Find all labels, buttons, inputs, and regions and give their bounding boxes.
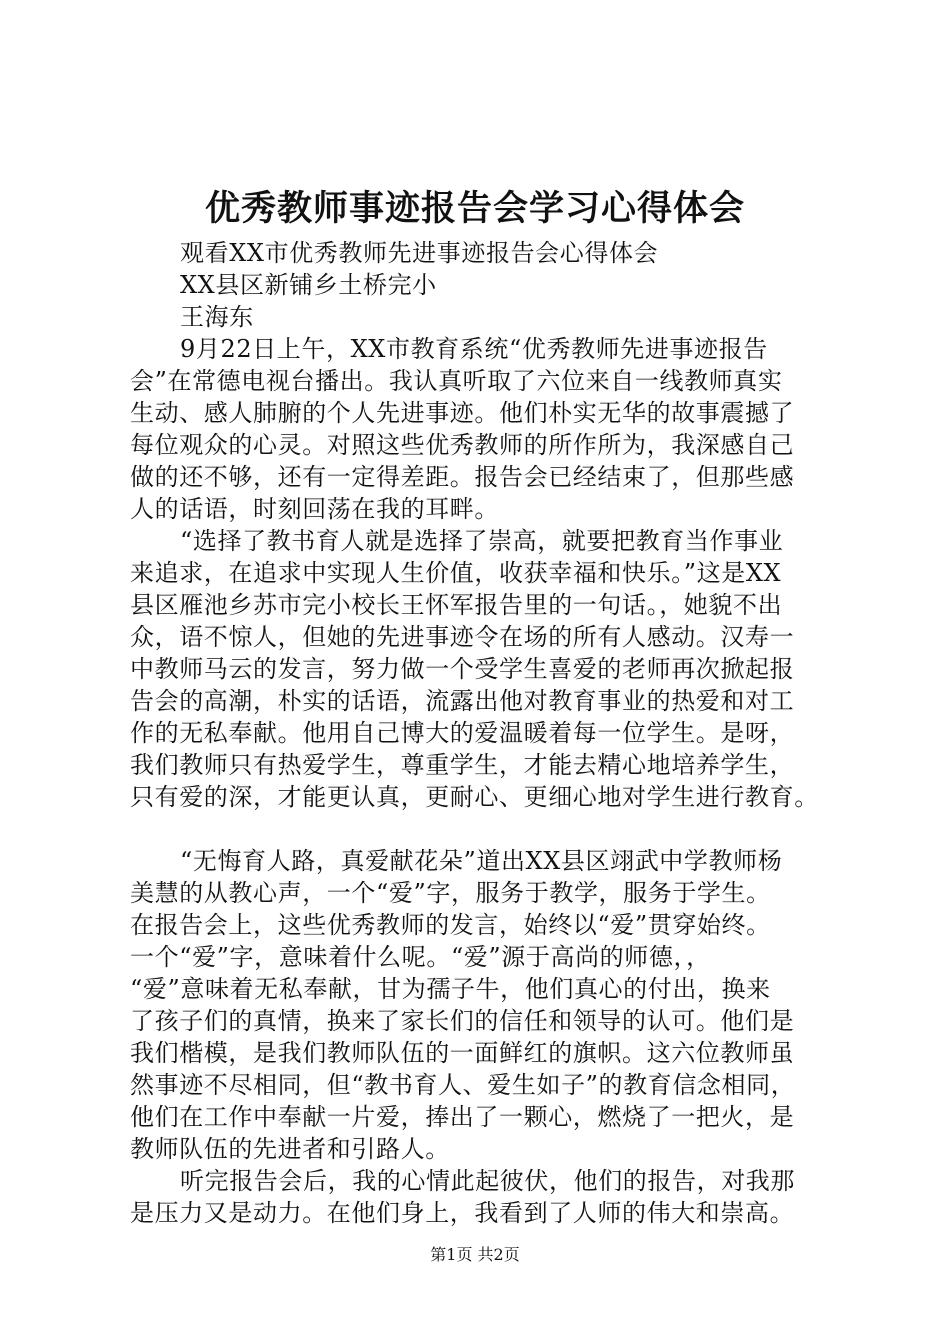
text-line: 作的无私奉献。他用自己博大的爱温暖着每一位学生。是呀， [130, 719, 795, 747]
text-line: XX县区新铺乡土桥完小 [180, 271, 437, 299]
text-line: “无悔育人路，真爱献花朵”道出XX县区翊武中学教师杨 [180, 847, 783, 875]
text-line: 在报告会上，这些优秀教师的发言，始终以“爱”贯穿始终。 [130, 911, 771, 939]
text-line: 做的还不够，还有一定得差距。报告会已经结束了，但那些感 [130, 463, 795, 491]
text-line: 听完报告会后，我的心情此起彼伏，他们的报告，对我那 [180, 1167, 795, 1195]
text-line: 了孩子们的真情，换来了家长们的信任和领导的认可。他们是 [130, 1007, 795, 1035]
page-footer: 第1页 共2页 [430, 1245, 520, 1264]
text-line: 他们在工作中奉献一片爱，捧出了一颗心，燃烧了一把火，是 [130, 1103, 795, 1131]
text-line: 教师队伍的先进者和引路人。 [130, 1135, 450, 1163]
text-line: 是压力又是动力。在他们身上，我看到了人师的伟大和崇高。 [130, 1199, 795, 1227]
text-line: 来追求，在追求中实现人生价值，收获幸福和快乐。”这是XX [130, 559, 782, 587]
text-line: 美慧的从教心声，一个“爱”字，服务于教学，服务于学生。 [130, 879, 771, 907]
text-line: 然事迹不尽相同，但“教书育人、爱生如子”的教育信念相同， [130, 1071, 796, 1099]
text-line: 王海东 [180, 303, 254, 331]
text-line: 观看XX市优秀教师先进事迹报告会心得体会 [180, 239, 659, 267]
text-line: 会”在常德电视台播出。我认真听取了六位来自一线教师真实 [130, 367, 783, 395]
text-line: 生动、感人肺腑的个人先进事迹。他们朴实无华的故事震撼了 [130, 399, 795, 427]
document-body [130, 237, 850, 1229]
document-title: 优秀教师事迹报告会学习心得体会 [204, 188, 745, 229]
text-line: 告会的高潮，朴实的话语，流露出他对教育事业的热爱和对工 [130, 687, 795, 715]
blank-line [130, 813, 850, 845]
text-line: 我们教师只有热爱学生，尊重学生，才能去精心地培养学生， [130, 751, 795, 779]
text-line: 中教师马云的发言，努力做一个受学生喜爱的老师再次掀起报 [130, 655, 795, 683]
text-line: 只有爱的深，才能更认真，更耐心、更细心地对学生进行教育。 [130, 783, 819, 811]
text-line: 9月22日上午，XX市教育系统“优秀教师先进事迹报告 [180, 335, 768, 363]
text-line: “爱”意味着无私奉献，甘为孺子牛，他们真心的付出，换来 [130, 975, 771, 1003]
text-line: 一个“爱”字，意味着什么呢。“爱”源于高尚的师德，， [130, 943, 711, 971]
text-line: 每位观众的心灵。对照这些优秀教师的所作所为，我深感自己 [130, 431, 795, 459]
text-line: “选择了教书育人就是选择了崇高，就要把教育当作事业 [180, 527, 784, 555]
text-line: 众，语不惊人，但她的先进事迹令在场的所有人感动。汉寿一 [130, 623, 795, 651]
text-line: 我们楷模，是我们教师队伍的一面鲜红的旗帜。这六位教师虽 [130, 1039, 795, 1067]
text-line: 人的话语，时刻回荡在我的耳畔。 [130, 495, 499, 523]
text-line: 县区雁池乡苏市完小校长王怀军报告里的一句话。，她貌不出 [130, 591, 783, 619]
